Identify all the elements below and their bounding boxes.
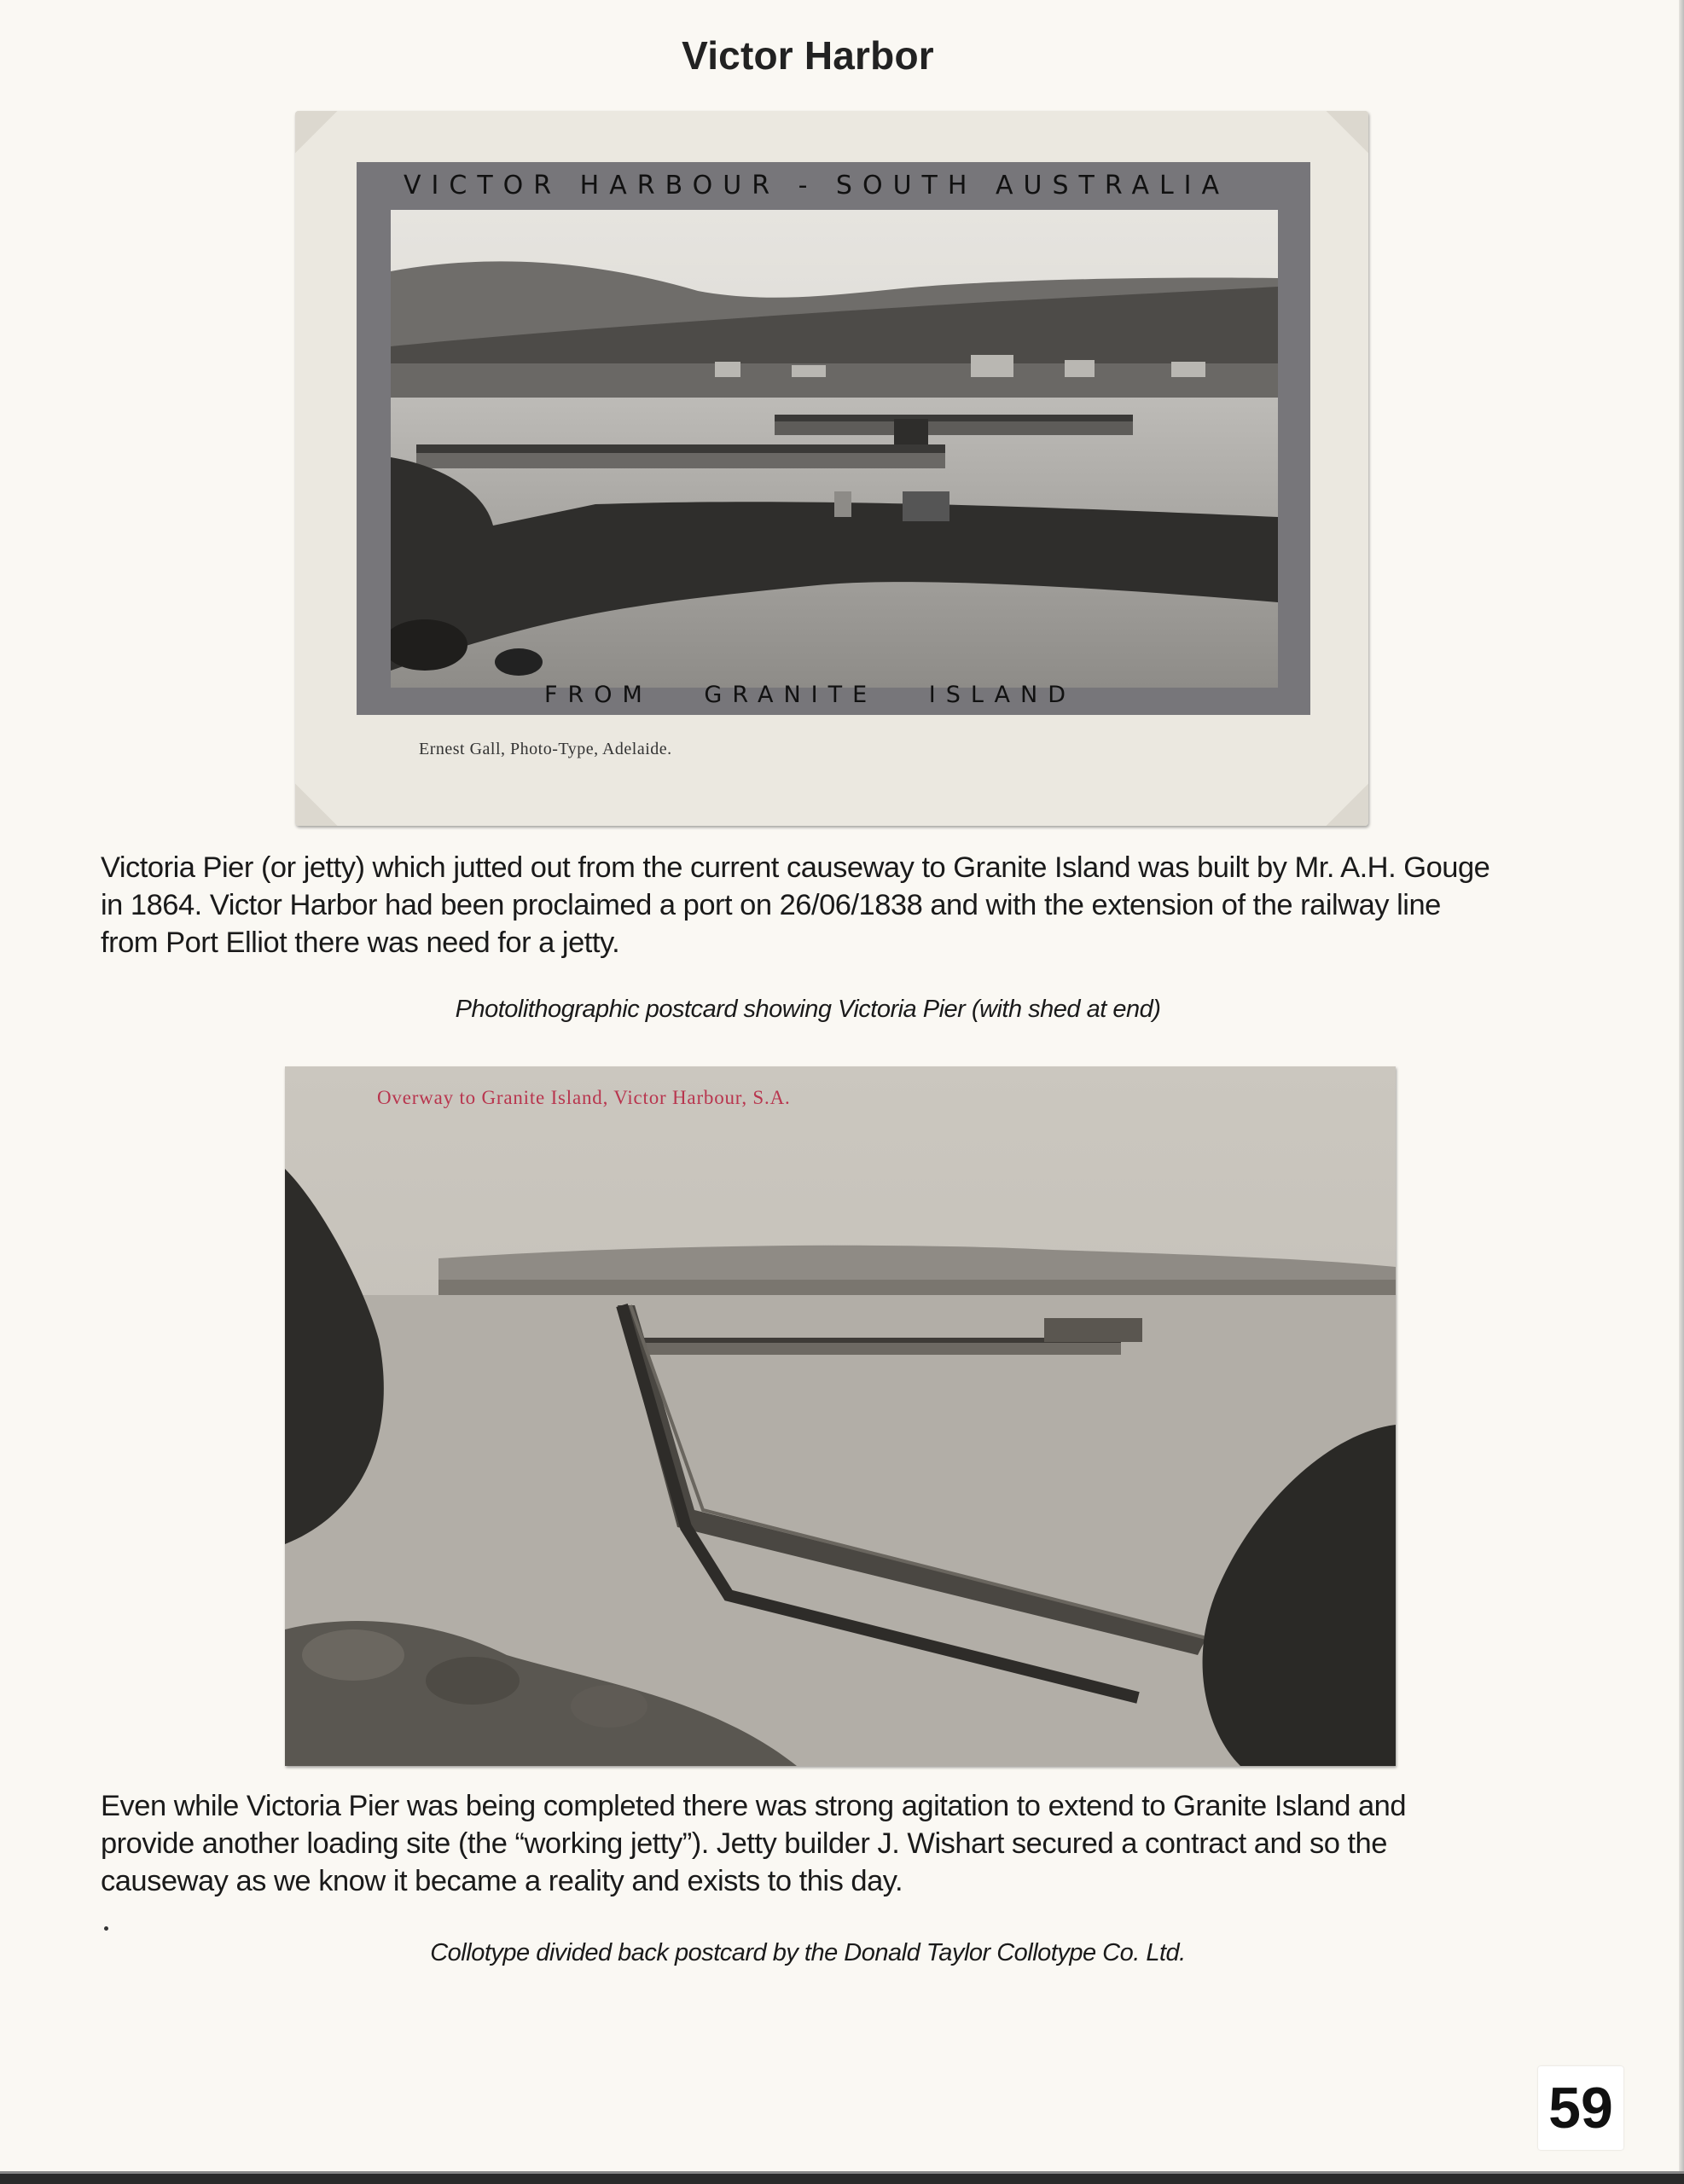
postcard-caption-2: Collotype divided back postcard by the Donald Taylor Collotype Co. Ltd. — [430, 1939, 1186, 1966]
postcard-frame — [357, 162, 1310, 715]
town — [391, 363, 1278, 398]
publisher-imprint: Ernest Gall, Photo-Type, Adelaide. — [419, 740, 672, 758]
photo-corner-mount — [295, 784, 337, 826]
causeway-photo — [285, 1066, 1396, 1766]
page-edge — [1679, 0, 1684, 2171]
page-title: Victor Harbor — [682, 33, 934, 78]
photo-corner-mount — [1327, 111, 1368, 153]
postcard-printed-title: Overway to Granite Island, Victor Harbour, S.A. — [377, 1087, 791, 1108]
description-paragraph-2: Even while Victoria Pier was being completed there was strong agitation to extend to Granite Island and provide another loading site (the “working jetty”). Jetty builder J. Wishart secured a contract and so the causeway as we know it became a reality and exists to this day. — [101, 1790, 1407, 1897]
rock — [426, 1657, 520, 1705]
postcard-header-text: VICTOR HARBOUR - SOUTH AUSTRALIA — [404, 171, 1230, 200]
postcard-overway-granite-island — [285, 1066, 1396, 1766]
harbour-photo — [391, 210, 1278, 688]
pier-shed — [1044, 1318, 1142, 1342]
rock — [571, 1685, 647, 1728]
description-paragraph-1: Victoria Pier (or jetty) which jutted out from the current causeway to Granite Island was built by Mr. A.H. Gouge in 1864. Victor Harbor had been proclaimed a port on 26/06/1838 and with the extension of the railway line from Port Elliot there was need for a jetty. — [101, 851, 1490, 959]
stray-mark — [104, 1926, 108, 1931]
page-number: 59 — [1538, 2066, 1623, 2150]
photo-corner-mount — [295, 111, 337, 153]
photo-corner-mount — [1327, 784, 1368, 826]
postcard-caption-1: Photolithographic postcard showing Victoria Pier (with shed at end) — [455, 996, 1161, 1023]
rock — [302, 1629, 404, 1681]
rock — [495, 648, 543, 676]
pier-shed — [894, 419, 928, 444]
postcard-victor-harbour — [295, 111, 1368, 826]
town — [438, 1280, 1396, 1297]
page-edge — [0, 2171, 1684, 2184]
postcard-footer-text: FROM GRANITE ISLAND — [544, 682, 1076, 708]
